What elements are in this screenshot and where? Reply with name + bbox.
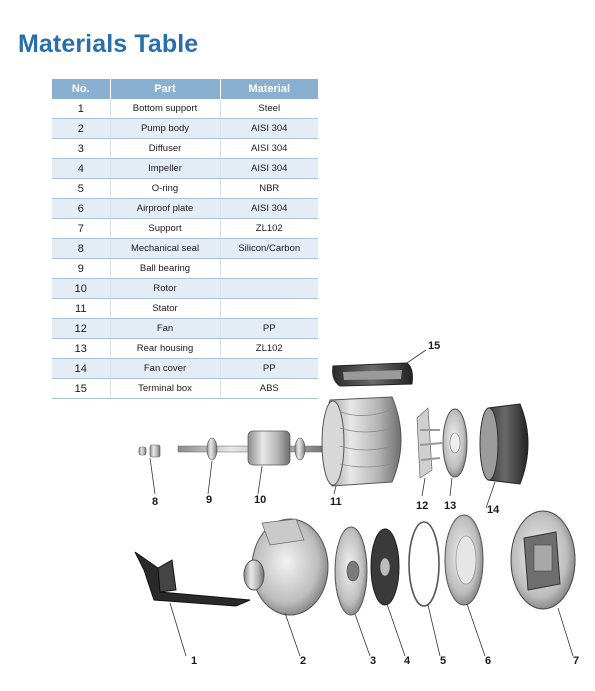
row-part: O-ring	[110, 179, 220, 199]
pump-body-part	[244, 519, 328, 615]
row-no: 15	[52, 379, 110, 399]
airproof-plate-part	[445, 515, 483, 605]
fan-part	[417, 408, 442, 478]
row-part: Terminal box	[110, 379, 220, 399]
row-material: ABS	[220, 379, 318, 399]
row-no: 4	[52, 159, 110, 179]
row-part: Airproof plate	[110, 199, 220, 219]
callout-9: 9	[206, 494, 213, 506]
row-material: Steel	[220, 99, 318, 119]
callout-8: 8	[152, 496, 159, 508]
callout-11: 11	[330, 496, 342, 508]
row-part: Stator	[110, 299, 220, 319]
header-material: Material	[220, 79, 318, 99]
rear-housing-part	[443, 409, 467, 477]
stator-part	[322, 397, 401, 486]
row-no: 1	[52, 99, 110, 119]
callout-10: 10	[254, 494, 267, 506]
row-material: AISI 304	[220, 139, 318, 159]
bottom-support-part	[135, 552, 250, 606]
row-material: PP	[220, 359, 318, 379]
row-part: Pump body	[110, 119, 220, 139]
callout-12: 12	[416, 500, 429, 512]
row-no: 7	[52, 219, 110, 239]
row-no: 9	[52, 259, 110, 279]
mechanical-seal-part	[139, 445, 160, 457]
fan-cover-part	[480, 404, 528, 484]
row-material: ZL102	[220, 339, 318, 359]
row-no: 13	[52, 339, 110, 359]
row-part: Impeller	[110, 159, 220, 179]
impeller-part	[371, 529, 399, 605]
row-no: 3	[52, 139, 110, 159]
row-material: NBR	[220, 179, 318, 199]
callout-2: 2	[300, 655, 307, 667]
callout-1: 1	[191, 655, 198, 667]
row-part: Ball bearing	[110, 259, 220, 279]
page-title: Materials Table	[18, 30, 199, 58]
terminal-box-part	[333, 363, 413, 386]
header-no: No.	[52, 79, 110, 99]
row-no: 8	[52, 239, 110, 259]
callout-4: 4	[404, 655, 411, 667]
row-part: Rear housing	[110, 339, 220, 359]
callout-13: 13	[444, 500, 457, 512]
row-material: Silicon/Carbon	[220, 239, 318, 259]
row-material: AISI 304	[220, 119, 318, 139]
callout-7: 7	[573, 655, 580, 667]
row-part: Mechanical seal	[110, 239, 220, 259]
row-no: 5	[52, 179, 110, 199]
row-no: 12	[52, 319, 110, 339]
row-part: Diffuser	[110, 139, 220, 159]
callout-6: 6	[485, 655, 492, 667]
row-part: Rotor	[110, 279, 220, 299]
row-part: Fan cover	[110, 359, 220, 379]
row-part: Bottom support	[110, 99, 220, 119]
row-material: AISI 304	[220, 199, 318, 219]
row-no: 10	[52, 279, 110, 299]
callout-15: 15	[428, 340, 441, 352]
row-part: Fan	[110, 319, 220, 339]
row-material: PP	[220, 319, 318, 339]
support-part	[511, 511, 575, 609]
row-no: 11	[52, 299, 110, 319]
o-ring-part	[409, 522, 439, 606]
callout-3: 3	[370, 655, 377, 667]
rotor-shaft-part	[178, 431, 328, 465]
diffuser-part	[335, 527, 367, 615]
row-part: Support	[110, 219, 220, 239]
row-no: 2	[52, 119, 110, 139]
row-material: ZL102	[220, 219, 318, 239]
row-material: AISI 304	[220, 159, 318, 179]
header-part: Part	[110, 79, 220, 99]
callout-14: 14	[487, 504, 500, 516]
row-no: 14	[52, 359, 110, 379]
row-no: 6	[52, 199, 110, 219]
callout-5: 5	[440, 655, 447, 667]
